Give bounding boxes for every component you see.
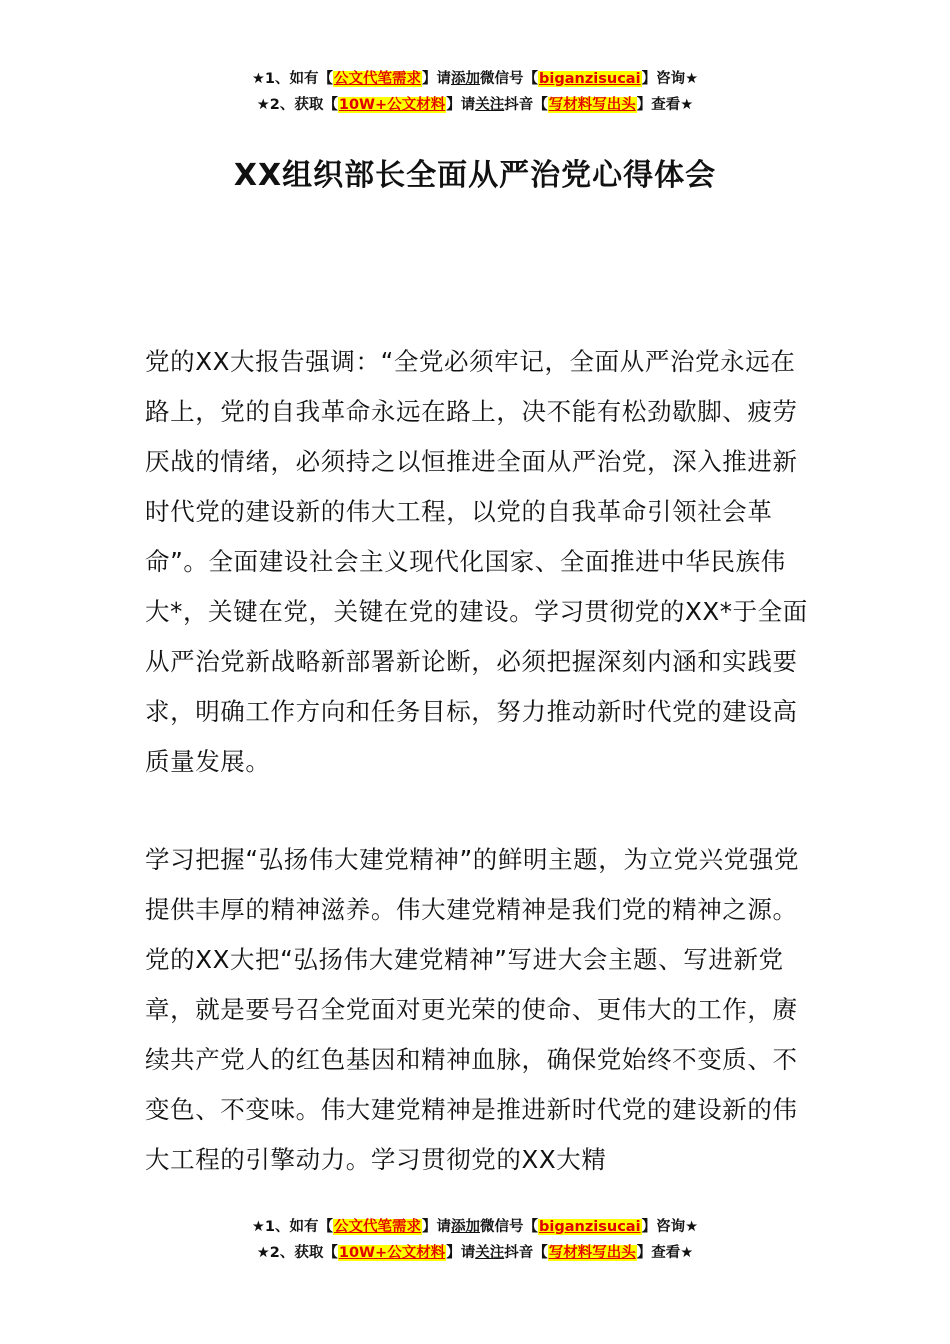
promo-highlight-wechat-id: biganzisucai: [539, 1219, 641, 1235]
promo-highlight-materials: 10W+公文材料: [338, 1245, 446, 1261]
promo-line-1-mid: 】请: [422, 71, 452, 87]
promo-emphasis-add: 添加: [451, 1219, 481, 1235]
body-paragraph-1: 党的XX大报告强调：“全党必须牢记，全面从严治党永远在路上，党的自我革命永远在路上，决不能有松劲歇脚、疲劳厌战的情绪，必须持之以恒推进全面从严治党，深入推进新时代党的建设新的伟大工程，以党的自我革命引领社会革命”。全面建设社会主义现代化国家、全面推进中华民族伟大*，关键在党，关键在党的建设。学习贯彻党的XX*于全面从严治党新战略新部署新论断，必须把握深刻内涵和实践要求，明确工作方向和任务目标，努力推动新时代党的建设高质量发展。: [145, 347, 808, 776]
promo-highlight-writing-service: 公文代笔需求: [334, 71, 422, 87]
promo-line-2-mid: 】请: [446, 1245, 476, 1261]
promo-line-1-suffix: 】咨询★: [641, 71, 699, 87]
promo-line-1: [0, 1214, 950, 1240]
promo-banner-bottom: [0, 1214, 950, 1266]
promo-line-2-prefix: ★2、获取【: [256, 1245, 338, 1261]
promo-line-1-mid2: 微信号【: [480, 71, 539, 87]
promo-highlight-materials: 10W+公文材料: [338, 97, 446, 113]
promo-highlight-wechat-id: biganzisucai: [539, 71, 641, 87]
promo-line-1-mid: 】请: [422, 1219, 452, 1235]
promo-line-1-suffix: 】咨询★: [641, 1219, 699, 1235]
promo-highlight-writing-service: 公文代笔需求: [334, 1219, 422, 1235]
promo-banner-top: [0, 66, 950, 118]
promo-line-2: [0, 92, 950, 118]
promo-line-1-mid2: 微信号【: [480, 1219, 539, 1235]
promo-highlight-douyin-account: 写材料写出头: [548, 1245, 636, 1261]
promo-line-2-mid2: 抖音【: [504, 97, 548, 113]
promo-line-2-mid: 】请: [446, 97, 476, 113]
promo-line-1: [0, 66, 950, 92]
promo-line-2-suffix: 】查看★: [636, 97, 694, 113]
promo-highlight-douyin-account: 写材料写出头: [548, 97, 636, 113]
promo-emphasis-follow: 关注: [475, 1245, 505, 1261]
promo-line-2: [0, 1240, 950, 1266]
document-title: XX组织部长全面从严治党心得体会: [233, 158, 717, 193]
body-paragraph-2: 学习把握“弘扬伟大建党精神”的鲜明主题，为立党兴党强党提供丰厚的精神滋养。伟大建党精神是我们党的精神之源。党的XX大把“弘扬伟大建党精神”写进大会主题、写进新党章，就是要号召全党面对更光荣的使命、更伟大的工作，赓续共产党人的红色基因和精神血脉，确保党始终不变质、不变色、不变味。伟大建党精神是推进新时代党的建设新的伟大工程的引擎动力。学习贯彻党的XX大精: [145, 845, 800, 1174]
promo-line-1-prefix: ★1、如有【: [251, 71, 334, 87]
promo-line-2-prefix: ★2、获取【: [256, 97, 338, 113]
promo-line-2-suffix: 】查看★: [636, 1245, 694, 1261]
promo-line-2-mid2: 抖音【: [504, 1245, 548, 1261]
promo-line-1-prefix: ★1、如有【: [251, 1219, 334, 1235]
promo-emphasis-follow: 关注: [475, 97, 505, 113]
promo-emphasis-add: 添加: [451, 71, 481, 87]
